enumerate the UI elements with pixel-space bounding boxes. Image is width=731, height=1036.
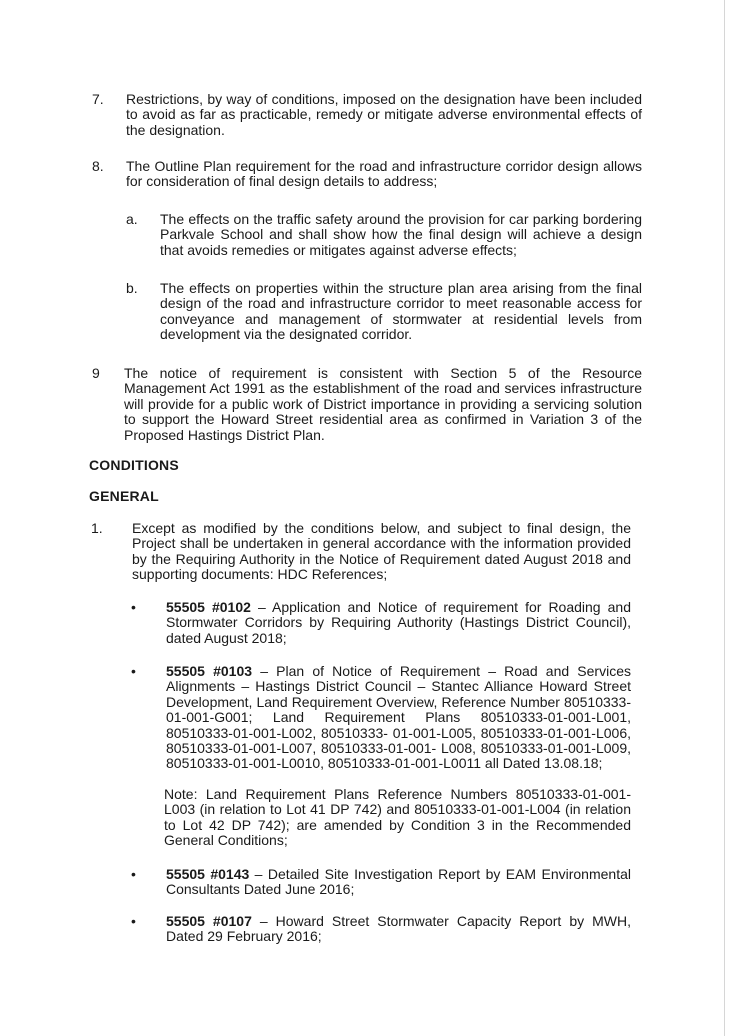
bullet-icon: •: [131, 663, 136, 679]
reference-description: – Detailed Site Investigation Report by EAM Environmental Consultants Dated June 2016;: [166, 866, 631, 898]
reference-description: – Application and Notice of requirement for Roading and Stormwater Corridors by Requiring Authority (Hastings District Council), dated August 2018;: [166, 599, 631, 646]
reference-id: 55505 #0143: [166, 866, 250, 882]
reference-entry: [166, 600, 631, 646]
reference-id: 55505 #0103: [166, 663, 253, 679]
condition-number: 1.: [91, 520, 103, 536]
item-text: The Outline Plan requirement for the road and infrastructure corridor design allows for consideration of final design details to address;: [126, 158, 642, 190]
reference-entry: [166, 867, 631, 898]
reference-description: – Plan of Notice of Requirement – Road and Services Alignments – Hastings District Council – Stantec Alliance Howard Street Development, Land Requirement Overview, Reference Number 80510333-01-001-G001; Land Requirement Plans 80510333-01-001-L001, 80510333-01-001-L002, 80510333- 01-001-L005, 80510333-01-001-L006, 80510333-01-001-L007, 80510333-01-001- L008, 80510333-01-001-L009, 80510333-01-001-L0010, 80510333-01-001-L0011 all Dated 13.08.18;: [166, 663, 631, 772]
subitem-text: The effects on properties within the structure plan area arising from the final design of the road and infrastructure corridor to meet reasonable access for conveyance and management of stormwater at residential levels from development via the designated corridor.: [160, 280, 642, 343]
conditions-heading: CONDITIONS: [89, 457, 179, 473]
reference-description: – Howard Street Stormwater Capacity Report by MWH, Dated 29 February 2016;: [166, 913, 631, 945]
subitem-letter: b.: [126, 280, 138, 296]
item-number: 7.: [92, 91, 104, 107]
general-heading: GENERAL: [89, 488, 159, 504]
bullet-icon: •: [131, 866, 136, 882]
item-number: 8.: [92, 158, 104, 174]
reference-entry: [166, 914, 631, 945]
subitem-text: The effects on the traffic safety around the provision for car parking bordering Parkvale School and shall show how the final design will achieve a design that avoids remedies or mitigates against adverse effects;: [160, 211, 642, 258]
reference-entry: [166, 664, 631, 772]
reference-id: 55505 #0107: [166, 913, 252, 929]
note-text: Note: Land Requirement Plans Reference Numbers 80510333-01-001-L003 (in relation to Lot 41 DP 742) and 80510333-01-001-L004 (in relation to Lot 42 DP 742); are amended by Condition 3 in the Recommended General Conditions;: [164, 786, 631, 849]
item-text: The notice of requirement is consistent with Section 5 of the Resource Management Act 1991 as the establishment of the road and services infrastructure will provide for a public work of District importance in providing a servicing solution to support the Howard Street residential area as confirmed in Variation 3 of the Proposed Hastings District Plan.: [124, 365, 642, 443]
bullet-icon: •: [131, 599, 136, 615]
condition-text: Except as modified by the conditions below, and subject to final design, the Project shall be undertaken in general accordance with the information provided by the Requiring Authority in the Notice of Requirement dated August 2018 and supporting documents: HDC References;: [132, 520, 631, 583]
bullet-icon: •: [131, 913, 136, 929]
item-number: 9: [92, 365, 100, 381]
reference-id: 55505 #0102: [166, 599, 251, 615]
item-text: Restrictions, by way of conditions, imposed on the designation have been included to avoid as far as practicable, remedy or mitigate adverse environmental effects of the designation.: [126, 91, 642, 138]
scan-edge-line: [724, 0, 725, 1036]
subitem-letter: a.: [126, 211, 138, 227]
